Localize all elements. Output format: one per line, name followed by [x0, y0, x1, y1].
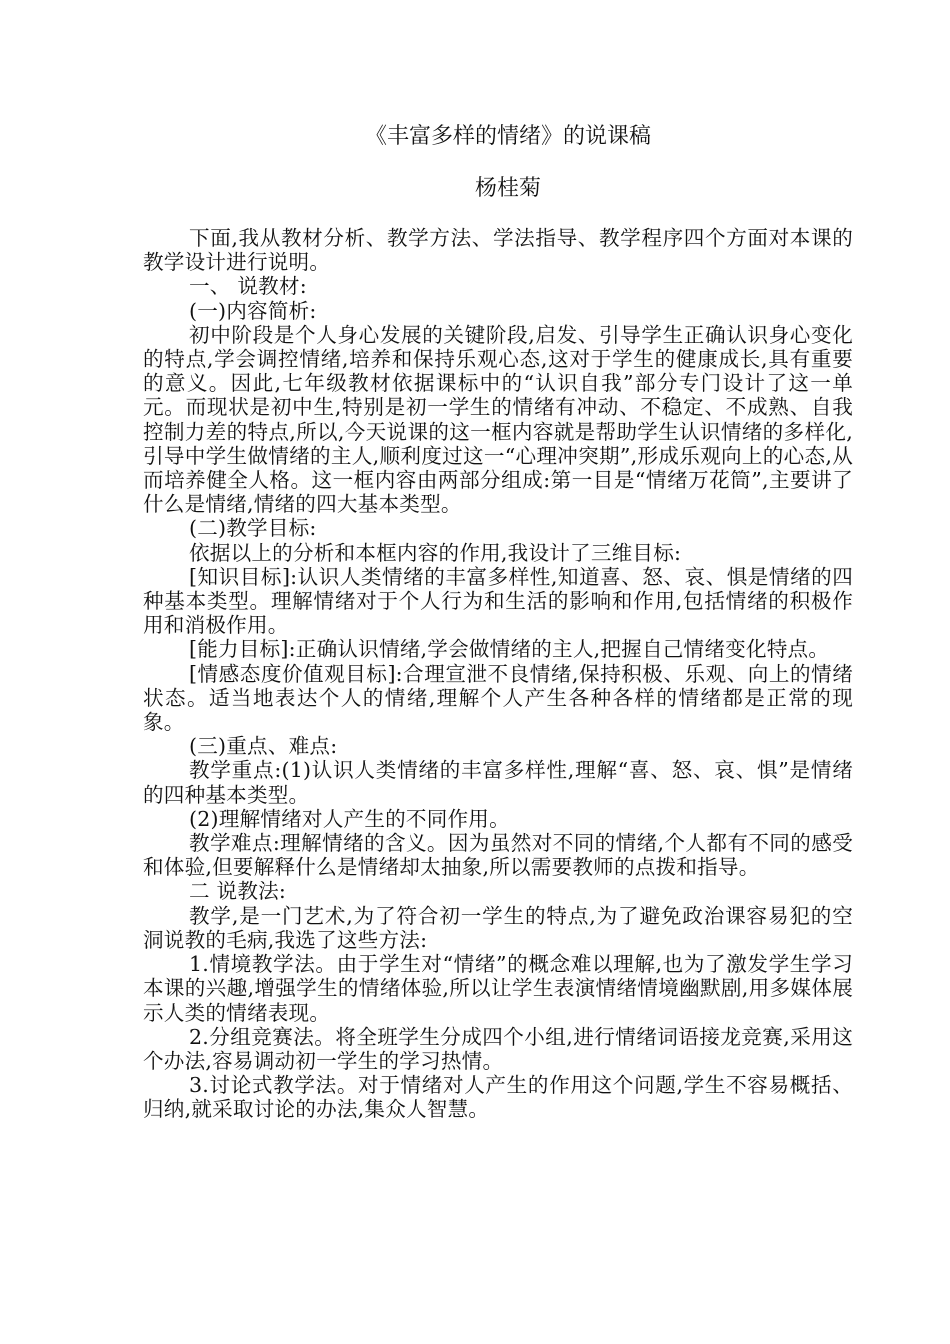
paragraph-key-point-2: (2)理解情绪对人产生的不同作用。 — [189, 806, 510, 831]
section-heading-methods: 二 说教法: — [189, 879, 287, 904]
paragraph-goals-intro: 依据以上的分析和本框内容的作用,我设计了三维目标: — [189, 540, 682, 565]
document-page — [143, 120, 853, 1122]
document-author: 杨桂菊 — [474, 176, 541, 201]
paragraph-method-1: 1.情境教学法。由于学生对“情绪”的概念难以理解,也为了激发学生学习本课的兴趣,增强学生的情绪体验,所以让学生表演情绪情境幽默剧,用多媒体展示人类的情绪表现。 — [143, 952, 853, 1025]
paragraph-content-analysis: 初中阶段是个人身心发展的关键阶段,启发、引导学生正确认识身心变化的特点,学会调控情绪,培养和保持乐观心态,这对于学生的健康成长,具有重要的意义。因此,七年级教材依据课标中的“认识自我”部分专门设计了这一单元。而现状是初中生,特别是初一学生的情绪有冲动、不稳定、不成熟、自我控制力差的特点,所以,今天说课的这一框内容就是帮助学生认识情绪的多样化,引导中学生做情绪的主人,顺利度过这一“心理冲突期”,形成乐观向上的心态,从而培养健全人格。这一框内容由两部分组成:第一目是“情绪万花筒”,主要讲了什么是情绪,情绪的四大基本类型。 — [143, 322, 853, 517]
paragraph-knowledge-goal: [知识目标]:认识人类情绪的丰富多样性,知道喜、怒、哀、惧是情绪的四种基本类型。理解情绪对于个人行为和生活的影响和作用,包括情绪的积极作用和消极作用。 — [143, 564, 853, 638]
paragraph-emotion-goal: [情感态度价值观目标]:合理宣泄不良情绪,保持积极、乐观、向上的情绪状态。适当地表达个人的情绪,理解个人产生各种各样的情绪都是正常的现象。 — [143, 661, 853, 735]
paragraph-ability-goal: [能力目标]:正确认识情绪,学会做情绪的主人,把握自己情绪变化特点。 — [189, 637, 830, 662]
paragraph-difficulty: 教学难点:理解情绪的含义。因为虽然对不同的情绪,个人都有不同的感受和体验,但要解释什么是情绪却太抽象,所以需要教师的点拨和指导。 — [143, 831, 853, 880]
subsection-heading-key-points: (三)重点、难点: — [189, 734, 338, 759]
paragraph-intro: 下面,我从教材分析、教学方法、学法指导、教学程序四个方面对本课的教学设计进行说明。 — [143, 226, 853, 275]
paragraph-method-3: 3.讨论式教学法。对于情绪对人产生的作用这个问题,学生不容易概括、归纳,就采取讨论的办法,集众人智慧。 — [143, 1073, 853, 1122]
subsection-heading-content: (一)内容简析: — [189, 298, 317, 323]
document-title: 《丰富多样的情绪》的说课稿 — [364, 124, 651, 149]
paragraph-method-2: 2.分组竞赛法。将全班学生分成四个小组,进行情绪词语接龙竞赛,采用这个办法,容易调动初一学生的学习热情。 — [143, 1024, 853, 1073]
section-heading-textbook: 一、 说教材: — [189, 274, 307, 299]
paragraph-methods-intro: 教学,是一门艺术,为了符合初一学生的特点,为了避免政治课容易犯的空洞说教的毛病,我选了这些方法: — [143, 903, 853, 952]
document-body — [143, 226, 853, 1122]
paragraph-key-point-1: 教学重点:(1)认识人类情绪的丰富多样性,理解“喜、怒、哀、惧”是情绪的四种基本类型。 — [143, 758, 853, 807]
subsection-heading-goals: (二)教学目标: — [189, 516, 317, 541]
